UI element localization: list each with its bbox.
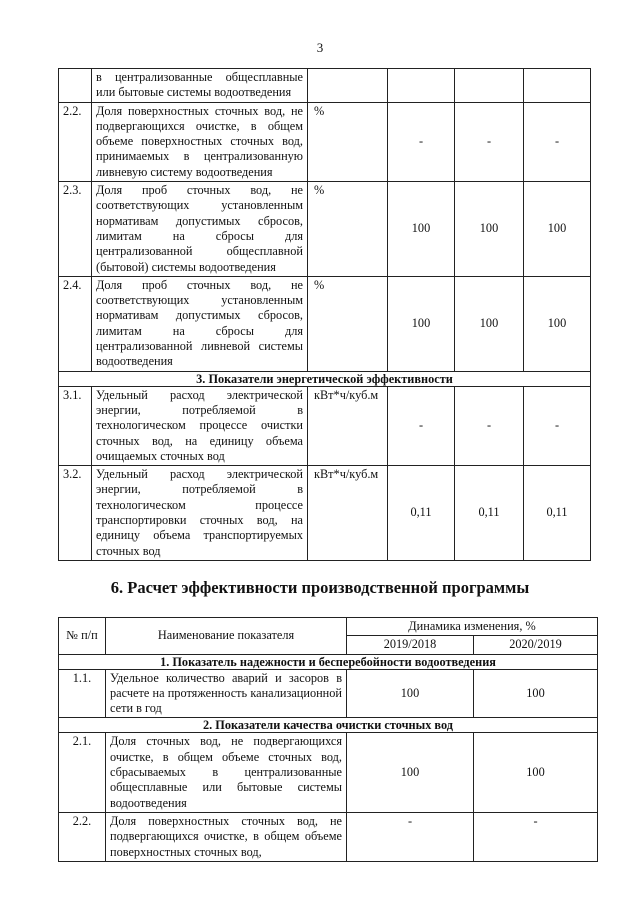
indicator-name: Доля проб сточных вод, не соответствующих установленным нормативам допустимых сбросов, лимитам на сбросы для централизованной общесплавной (бытовой) системы водоотведения — [92, 182, 308, 277]
indicator-name: Удельный расход электрической энергии, потребляемой в технологическом процессе очистки сточных вод, на единицу объема очищаемых сточных вод — [92, 386, 308, 465]
value-cell — [388, 69, 455, 103]
indicators-table-continued — [58, 68, 591, 561]
column-header-number: № п/п — [59, 618, 106, 655]
indicator-name: Удельное количество аварий и засоров в расчете на протяженность канализационной сети в год — [106, 669, 347, 718]
row-number: 2.2. — [59, 102, 92, 181]
value-cell: 100 — [388, 182, 455, 277]
table-row — [59, 69, 591, 103]
value-cell: - — [524, 386, 591, 465]
column-header-name: Наименование показателя — [106, 618, 347, 655]
section-row — [59, 718, 598, 733]
row-number: 2.4. — [59, 276, 92, 371]
indicator-name: Доля проб сточных вод, не соответствующих установленным нормативам допустимых сбросов, лимитам на сбросы для централизованной ливневой системы водоотведения — [92, 276, 308, 371]
indicator-name: Удельный расход электрической энергии, потребляемой в технологическом процессе транспортировки сточных вод, на единицу объема транспортируемых сточных вод — [92, 466, 308, 561]
section-title: 3. Показатели энергетической эффективности — [59, 371, 591, 386]
indicator-name: Доля поверхностных сточных вод, не подвергающихся очистке, в общем объеме поверхностных сточных вод, — [106, 812, 347, 861]
value-cell: 0,11 — [388, 466, 455, 561]
value-cell: 100 — [455, 276, 524, 371]
section-title: 2. Показатели качества очистки сточных вод — [59, 718, 598, 733]
page-number: 3 — [316, 40, 324, 55]
unit-cell — [308, 69, 388, 103]
indicator-name: Доля сточных вод, не подвергающихся очистке, в общем объеме сточных вод, сбрасываемых в централизованные общесплавные или бытовые системы водоотведения — [106, 733, 347, 812]
value-cell — [524, 69, 591, 103]
indicator-name: Доля поверхностных сточных вод, не подвергающихся очистке, в общем объеме поверхностных сточных вод, принимаемых в централизованную ливневую систему водоотведения — [92, 102, 308, 181]
column-header-year: 2019/2018 — [347, 636, 474, 654]
value-cell: 100 — [524, 182, 591, 277]
value-cell: 100 — [474, 669, 598, 718]
value-cell: 0,11 — [455, 466, 524, 561]
unit-cell: % — [308, 102, 388, 181]
table-row — [59, 386, 591, 465]
table-row — [59, 812, 598, 861]
value-cell: - — [455, 386, 524, 465]
value-cell: 100 — [347, 669, 474, 718]
row-number — [59, 69, 92, 103]
row-number: 2.3. — [59, 182, 92, 277]
efficiency-table — [58, 617, 598, 862]
table-row — [59, 733, 598, 812]
column-header-dynamics: Динамика изменения, % — [347, 618, 598, 636]
table-row — [59, 466, 591, 561]
row-number: 2.2. — [59, 812, 106, 861]
table-row — [59, 276, 591, 371]
indicator-name: в централизованные общесплавные или бытовые системы водоотведения — [92, 69, 308, 103]
row-number: 3.1. — [59, 386, 92, 465]
value-cell: - — [524, 102, 591, 181]
unit-cell: % — [308, 182, 388, 277]
value-cell: 100 — [388, 276, 455, 371]
value-cell: - — [388, 102, 455, 181]
value-cell — [455, 69, 524, 103]
header-row — [59, 618, 598, 636]
section-title: 1. Показатель надежности и бесперебойности водоотведения — [59, 654, 598, 669]
value-cell: - — [474, 812, 598, 861]
table-row — [59, 182, 591, 277]
section-row — [59, 371, 591, 386]
unit-cell: кВт*ч/куб.м — [308, 466, 388, 561]
row-number: 1.1. — [59, 669, 106, 718]
table-row — [59, 669, 598, 718]
value-cell: 100 — [455, 182, 524, 277]
row-number: 2.1. — [59, 733, 106, 812]
value-cell: 100 — [524, 276, 591, 371]
section-heading: 6. Расчет эффективности производственной программы — [110, 578, 530, 597]
table-row — [59, 102, 591, 181]
unit-cell: кВт*ч/куб.м — [308, 386, 388, 465]
value-cell: 100 — [347, 733, 474, 812]
value-cell: - — [347, 812, 474, 861]
column-header-year: 2020/2019 — [474, 636, 598, 654]
row-number: 3.2. — [59, 466, 92, 561]
value-cell: - — [388, 386, 455, 465]
section-row — [59, 654, 598, 669]
value-cell: 0,11 — [524, 466, 591, 561]
value-cell: 100 — [474, 733, 598, 812]
unit-cell: % — [308, 276, 388, 371]
value-cell: - — [455, 102, 524, 181]
